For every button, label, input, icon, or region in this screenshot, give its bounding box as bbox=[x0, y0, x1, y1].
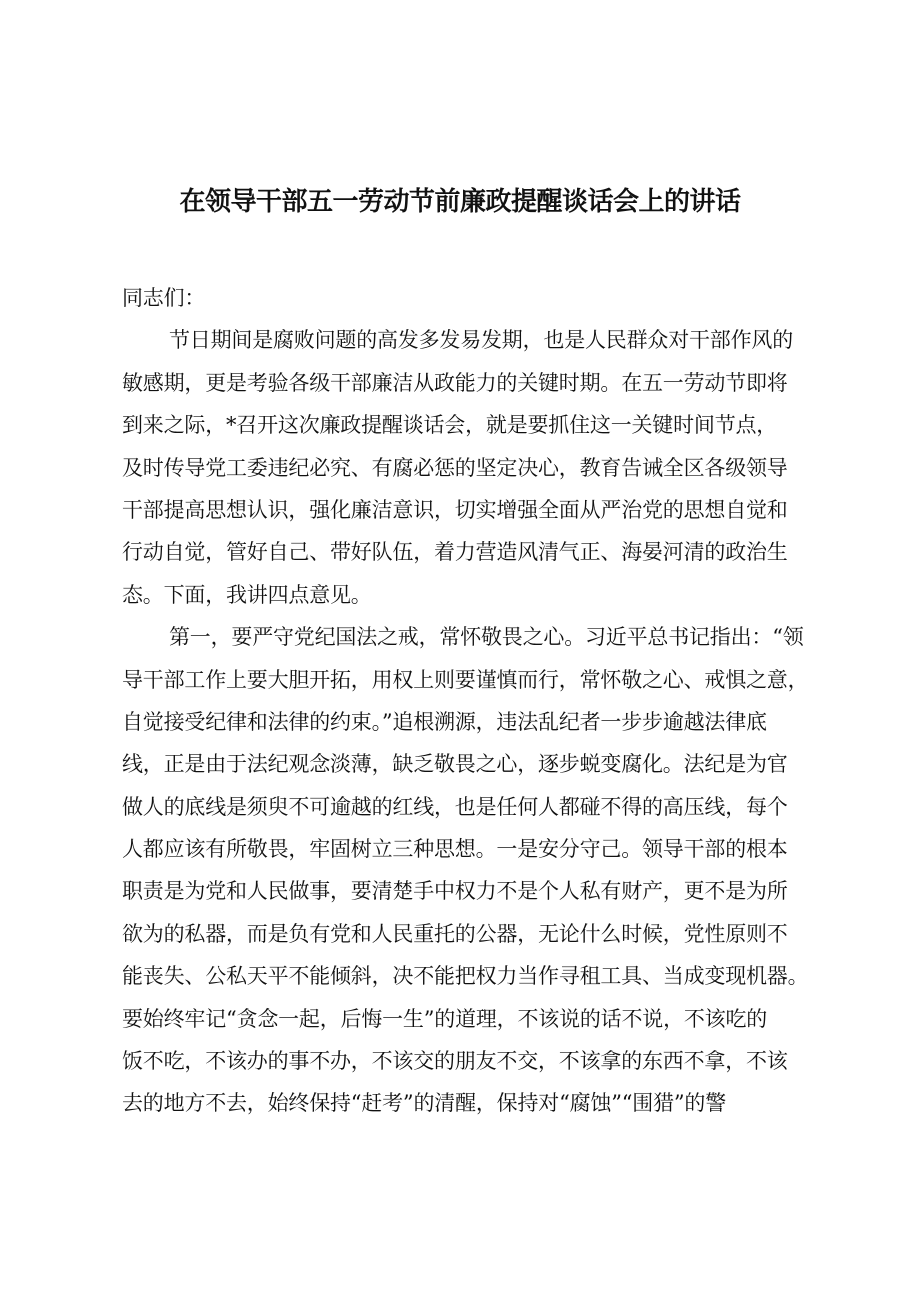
paragraph-line: 第一，要严守党纪国法之戒，常怀敬畏之心。习近平总书记指出：“领 bbox=[169, 625, 804, 650]
paragraph-line: 欲为的私器，而是负有党和人民重托的公器，无论什么时候，党性原则不 bbox=[122, 921, 788, 946]
paragraph-line: 去的地方不去，始终保持“赶考”的清醒，保持对“腐蚀”“围猎”的警 bbox=[122, 1091, 727, 1116]
paragraph-line: 行动自觉，管好自己、带好队伍，着力营造风清气正、海晏河清的政治生 bbox=[122, 540, 788, 565]
paragraph-2 bbox=[122, 616, 812, 1125]
paragraph-line: 饭不吃，不该办的事不办，不该交的朋友不交，不该拿的东西不拿，不该 bbox=[122, 1049, 788, 1074]
paragraph-line: 及时传导党工委违纪必究、有腐必惩的坚定决心，教育告诫全区各级领导 bbox=[122, 455, 788, 480]
paragraph-line: 干部提高思想认识，强化廉洁意识，切实增强全面从严治党的思想自觉和 bbox=[122, 497, 788, 522]
paragraph-line: 敏感期，更是考验各级干部廉洁从政能力的关键时期。在五一劳动节即将 bbox=[122, 370, 788, 395]
paragraph-line: 到来之际，*召开这次廉政提醒谈话会，就是要抓住这一关键时间节点， bbox=[122, 413, 778, 438]
paragraph-line: 人都应该有所敬畏，牢固树立三种思想。一是安分守己。领导干部的根本 bbox=[122, 837, 788, 862]
paragraph-line: 线，正是由于法纪观念淡薄，缺乏敬畏之心，逐步蜕变腐化。法纪是为官 bbox=[122, 752, 788, 777]
document-title: 在领导干部五一劳动节前廉政提醒谈话会上的讲话 bbox=[179, 187, 741, 217]
paragraph-line: 职责是为党和人民做事，要清楚手中权力不是个人私有财产，更不是为所 bbox=[122, 879, 788, 904]
paragraph-line: 导干部工作上要大胆开拓，用权上则要谨慎而行，常怀敬之心、戒惧之意， bbox=[122, 667, 809, 692]
paragraph-line: 态。下面，我讲四点意见。 bbox=[122, 582, 372, 607]
paragraph-line: 要始终牢记“贪念一起，后悔一生”的道理，不该说的话不说，不该吃的 bbox=[122, 1006, 768, 1031]
paragraph-line: 自觉接受纪律和法律的约束。”追根溯源，违法乱纪者一步步逾越法律底 bbox=[122, 709, 767, 734]
paragraph-line: 能丧失、公私天平不能倾斜，决不能把权力当作寻租工具、当成变现机器。 bbox=[122, 964, 809, 989]
paragraph-line: 节日期间是腐败问题的高发多发易发期，也是人民群众对干部作风的 bbox=[169, 328, 793, 353]
paragraph-1 bbox=[122, 319, 812, 616]
paragraph-line: 做人的底线是须臾不可逾越的红线，也是任何人都碰不得的高压线，每个 bbox=[122, 794, 788, 819]
salutation: 同志们： bbox=[122, 286, 206, 310]
document-body bbox=[122, 277, 812, 1125]
